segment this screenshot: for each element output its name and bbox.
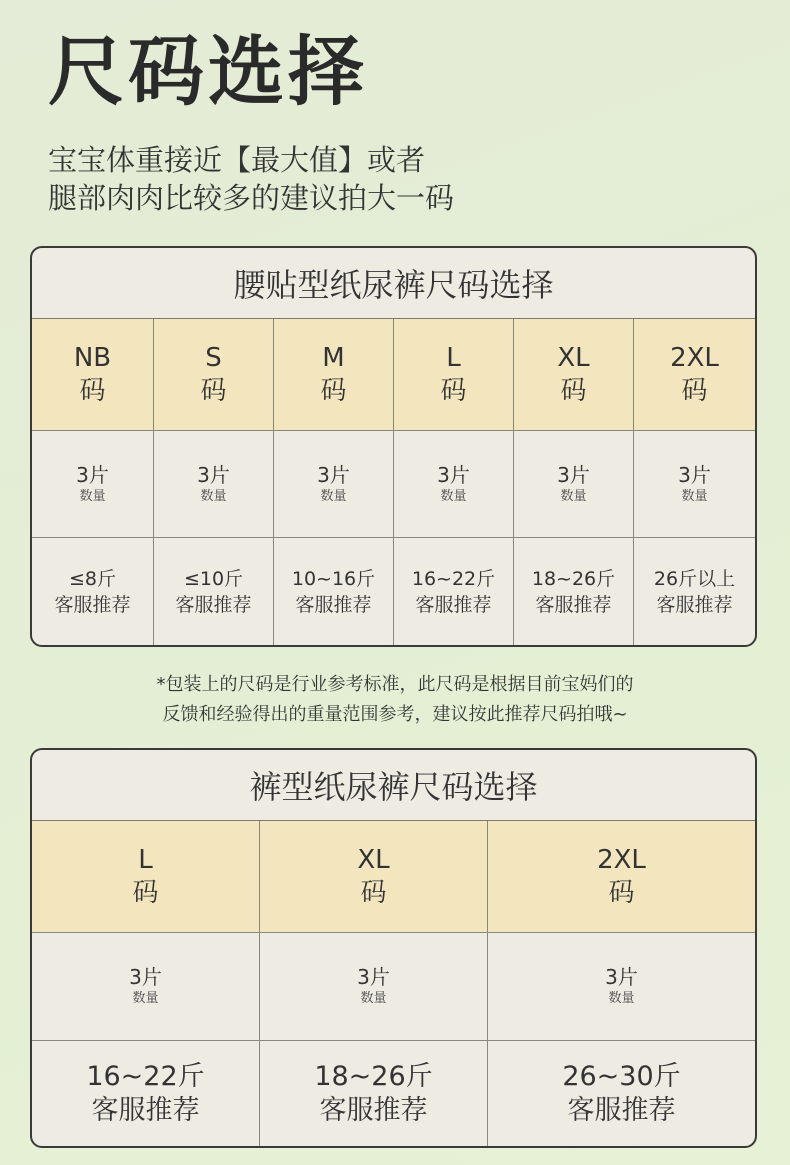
weight-value: 16~22斤 (411, 568, 496, 590)
size-unit: 码 (360, 877, 387, 908)
weight-label: 客服推荐 (656, 594, 733, 616)
table-title: 腰贴型纸尿裤尺码选择 (32, 248, 755, 319)
weight-label: 客服推荐 (175, 594, 252, 616)
qty-cell (32, 431, 154, 538)
size-cell-xl (260, 821, 488, 933)
weight-label: 客服推荐 (54, 594, 131, 616)
pants-diaper-size-table (30, 748, 757, 1148)
size-name: NB (73, 342, 112, 373)
qty-cell (514, 431, 634, 538)
size-unit: 码 (132, 877, 159, 908)
size-cell-xl (514, 319, 634, 431)
size-unit: 码 (608, 877, 635, 908)
weight-label: 客服推荐 (567, 1095, 676, 1126)
qty-value: 3片 (76, 462, 109, 487)
qty-label: 数量 (681, 488, 708, 504)
qty-label: 数量 (79, 488, 106, 504)
weight-cell (488, 1041, 755, 1147)
size-name: M (322, 342, 345, 373)
note-line-2: 反馈和经验得出的重量范围参考，建议按此推荐尺码拍哦~ (162, 704, 628, 725)
size-name: L (138, 844, 153, 875)
qty-label: 数量 (440, 488, 467, 504)
size-cell-s (154, 319, 274, 431)
qty-label: 数量 (360, 991, 387, 1006)
qty-value: 3片 (357, 965, 390, 989)
weight-value: 18~26斤 (314, 1061, 433, 1092)
size-name: S (205, 342, 222, 373)
weight-value: 18~26斤 (531, 568, 616, 590)
qty-cell (634, 431, 755, 538)
size-name: XL (557, 342, 590, 373)
size-cell-l (394, 319, 514, 431)
qty-cell (488, 933, 755, 1041)
weight-cell (32, 1041, 260, 1147)
size-unit: 码 (200, 375, 227, 406)
weight-value: 26~30斤 (562, 1061, 681, 1092)
weight-value: ≤10斤 (183, 568, 244, 590)
qty-cell (260, 933, 488, 1041)
weight-cell (394, 538, 514, 646)
tape-diaper-size-table (30, 246, 757, 647)
weight-value: 26斤以上 (653, 568, 736, 590)
weight-cell (32, 538, 154, 646)
qty-cell (274, 431, 394, 538)
subtitle (48, 141, 454, 217)
size-note (0, 670, 790, 730)
weight-label: 客服推荐 (295, 594, 372, 616)
size-name: L (446, 342, 461, 373)
size-unit: 码 (440, 375, 467, 406)
qty-value: 3片 (557, 462, 590, 487)
qty-value: 3片 (317, 462, 350, 487)
qty-label: 数量 (132, 991, 159, 1006)
qty-label: 数量 (560, 488, 587, 504)
weight-cell (634, 538, 755, 646)
qty-cell (154, 431, 274, 538)
qty-value: 3片 (605, 965, 638, 989)
note-line-1: *包装上的尺码是行业参考标准，此尺码是根据目前宝妈们的 (156, 674, 634, 695)
weight-cell (260, 1041, 488, 1147)
weight-label: 客服推荐 (91, 1095, 200, 1126)
table-title: 裤型纸尿裤尺码选择 (32, 750, 755, 821)
size-cell-l (32, 821, 260, 933)
qty-value: 3片 (678, 462, 711, 487)
weight-label: 客服推荐 (319, 1095, 428, 1126)
qty-label: 数量 (608, 991, 635, 1006)
qty-value: 3片 (129, 965, 162, 989)
size-name: 2XL (670, 342, 719, 373)
size-unit: 码 (560, 375, 587, 406)
weight-value: 10~16斤 (291, 568, 376, 590)
weight-cell (514, 538, 634, 646)
size-name: XL (357, 844, 390, 875)
size-cell-2xl (488, 821, 755, 933)
weight-cell (274, 538, 394, 646)
weight-label: 客服推荐 (415, 594, 492, 616)
size-unit: 码 (320, 375, 347, 406)
qty-value: 3片 (197, 462, 230, 487)
size-unit: 码 (79, 375, 106, 406)
size-cell-m (274, 319, 394, 431)
qty-cell (32, 933, 260, 1041)
weight-value: 16~22斤 (86, 1061, 205, 1092)
size-cell-2xl (634, 319, 755, 431)
size-unit: 码 (681, 375, 708, 406)
weight-value: ≤8斤 (68, 568, 116, 590)
qty-label: 数量 (200, 488, 227, 504)
size-grid (32, 821, 755, 1147)
weight-label: 客服推荐 (535, 594, 612, 616)
size-name: 2XL (597, 844, 646, 875)
page-title: 尺码选择 (48, 27, 368, 116)
qty-cell (394, 431, 514, 538)
qty-value: 3片 (437, 462, 470, 487)
size-cell-nb (32, 319, 154, 431)
qty-label: 数量 (320, 488, 347, 504)
subtitle-line-2: 腿部肉肉比较多的建议拍大一码 (48, 181, 455, 215)
size-grid (32, 319, 755, 646)
weight-cell (154, 538, 274, 646)
subtitle-line-1: 宝宝体重接近【最大值】或者 (48, 143, 426, 177)
